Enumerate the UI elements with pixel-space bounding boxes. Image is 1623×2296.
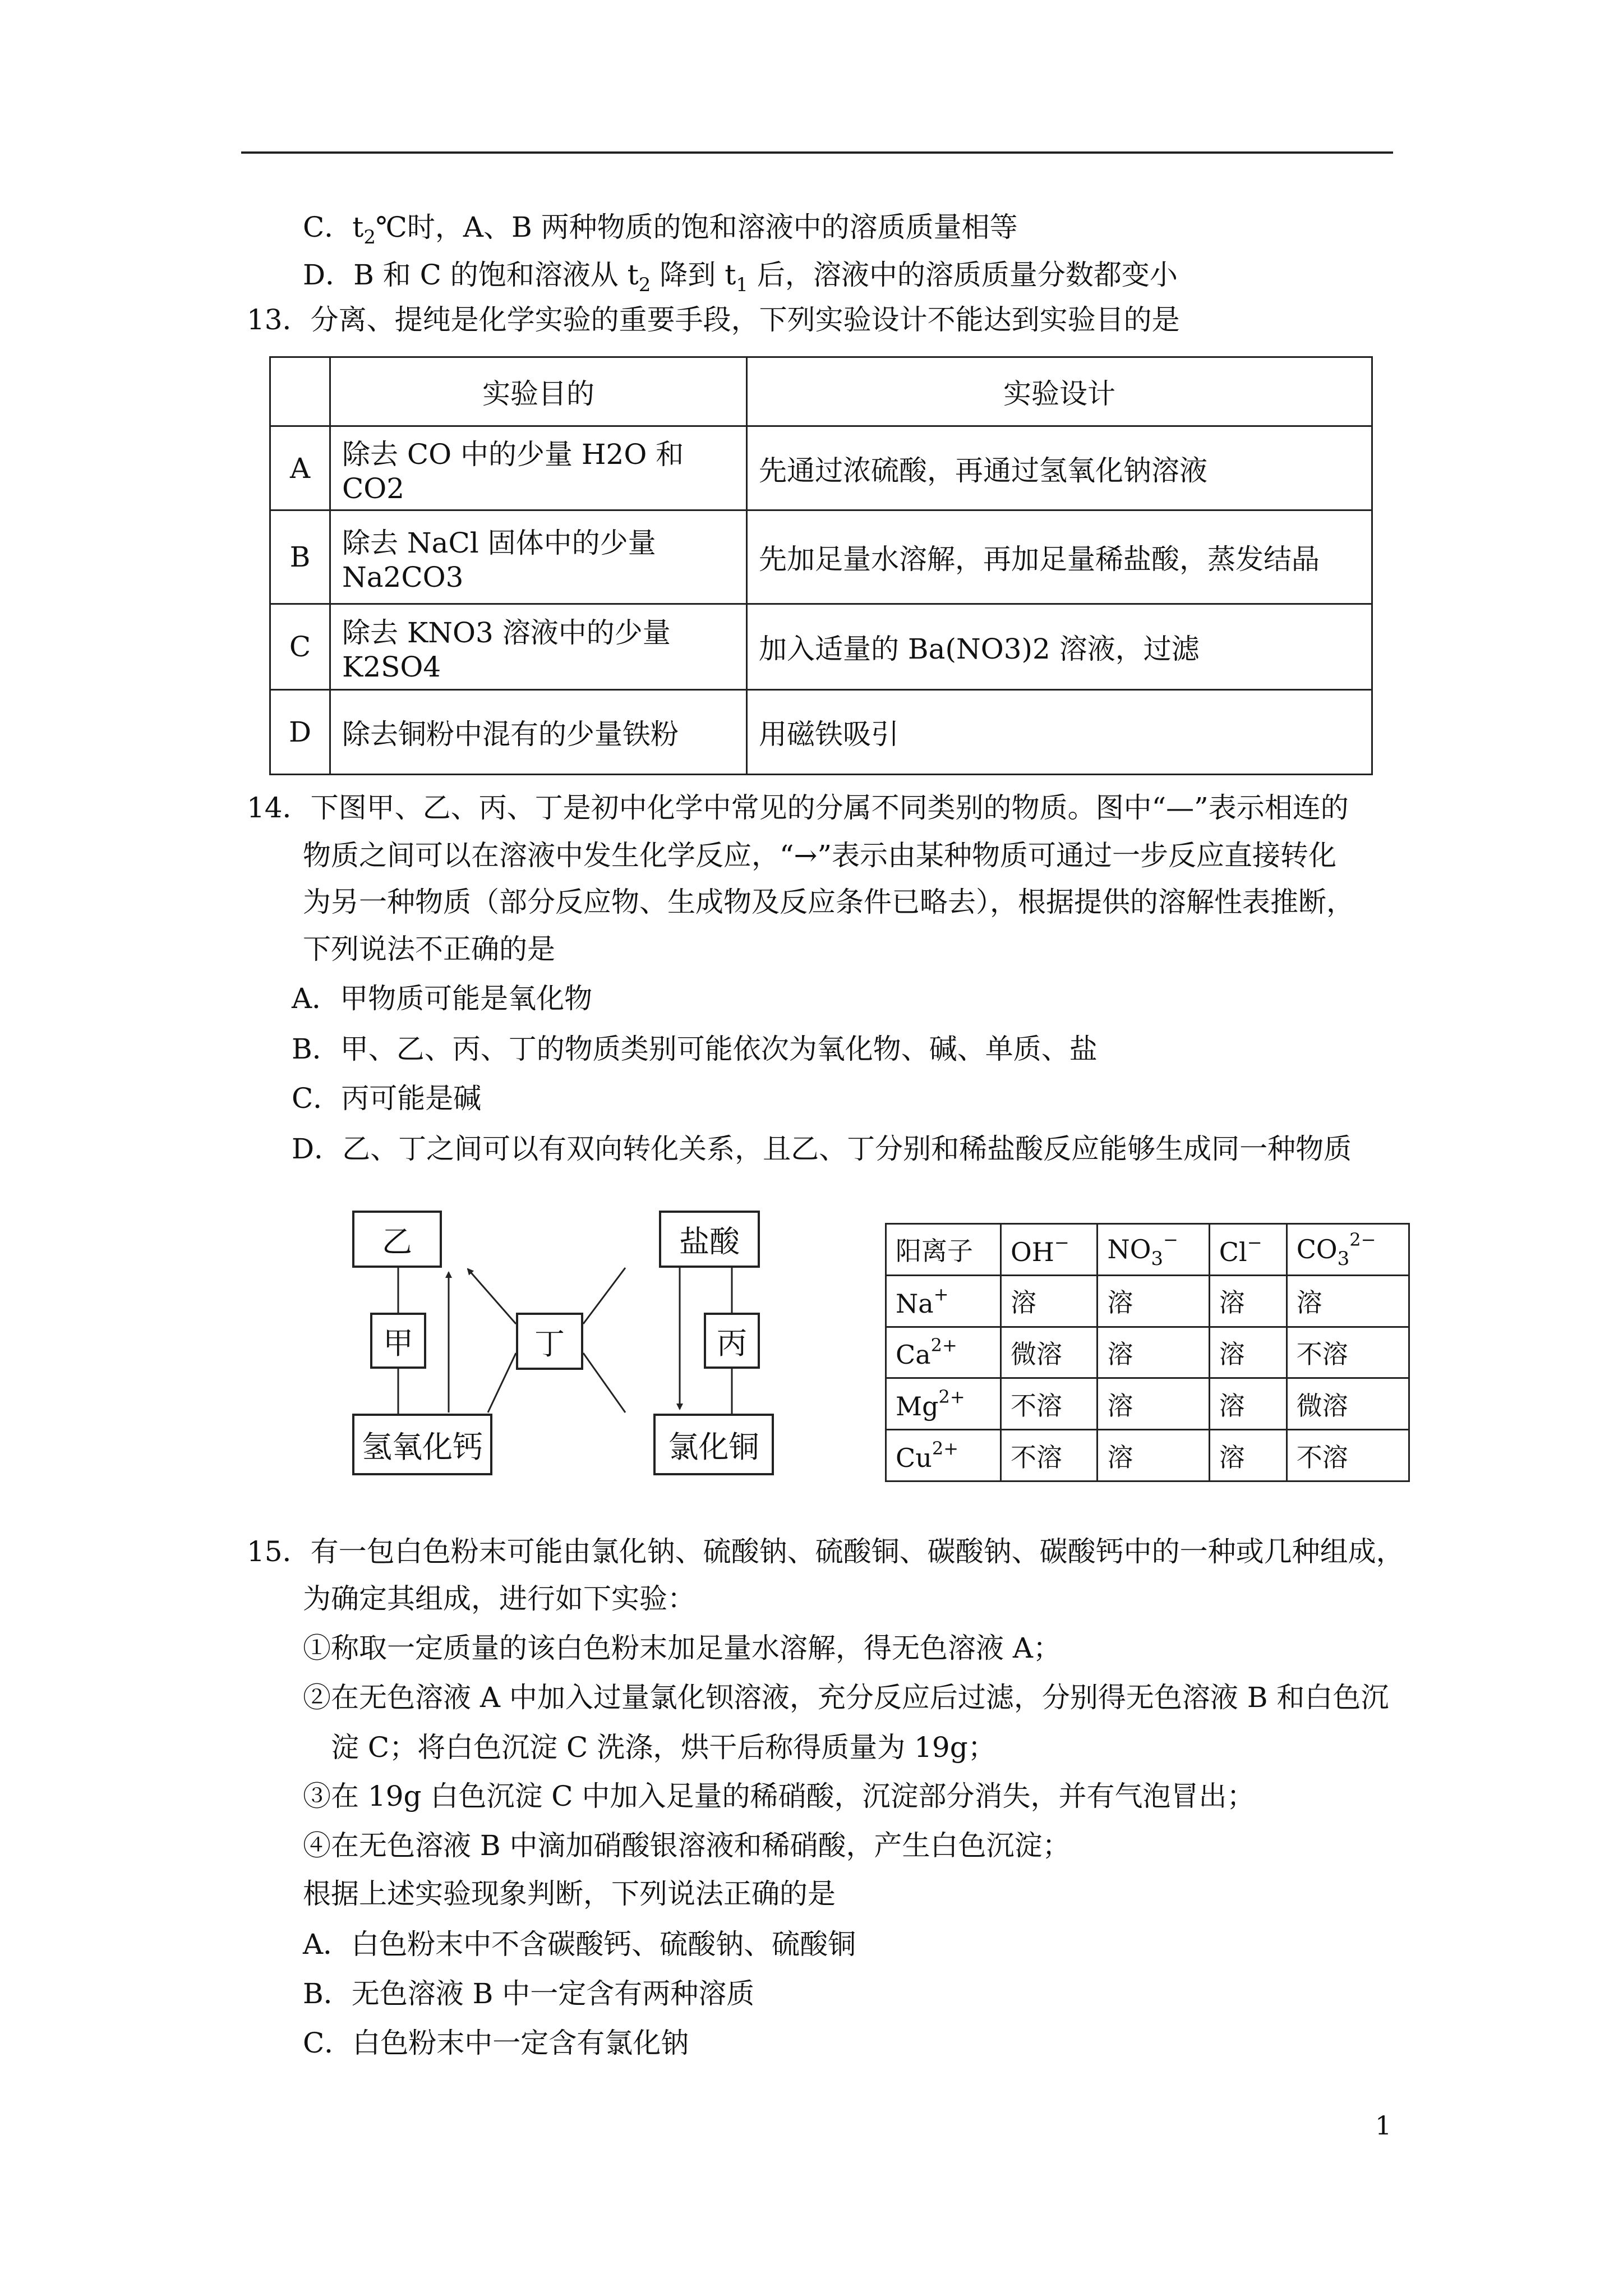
- q15-stem-line-2: 为确定其组成，进行如下实验：: [303, 1582, 695, 1615]
- q15-step-3: ③在 19g 白色沉淀 C 中加入足量的稀硝酸，沉淀部分消失，并有气泡冒出；: [303, 1780, 1255, 1812]
- table-cell: 不溶: [1287, 1327, 1409, 1378]
- table-header-cell: Cl−: [1209, 1224, 1287, 1276]
- table-cell: 溶: [1209, 1430, 1287, 1481]
- q13-stem: 13．分离、提纯是化学实验的重要手段，下列实验设计不能达到实验目的是: [247, 303, 1180, 336]
- table-cell: $Mg^{2+}$: [886, 1378, 1001, 1430]
- node-yi: 乙: [352, 1211, 442, 1268]
- table-header-cell: [270, 357, 330, 426]
- node-jia: 甲: [370, 1313, 426, 1369]
- table-cell: 用磁铁吸引: [747, 690, 1372, 775]
- table-cell: $Cu^{2+}$: [886, 1430, 1001, 1481]
- table-cell: 溶: [1287, 1275, 1409, 1327]
- q14-stem-line-4: 下列说法不正确的是: [303, 933, 555, 965]
- table-cell: 除去 CO 中的少量 H2O 和 CO2: [330, 426, 747, 510]
- node-bing: 丙: [704, 1313, 760, 1369]
- line-ding-copper-chloride: [583, 1353, 625, 1412]
- table-cell: 溶: [1098, 1275, 1209, 1327]
- page-number: 1: [1375, 2110, 1392, 2141]
- table-row: [886, 1327, 1409, 1378]
- table-header-cell: $CO_3^{2-}$: [1287, 1224, 1409, 1276]
- q14-stem-line-1: 14．下图甲、乙、丙、丁是初中化学中常见的分属不同类别的物质。图中“—”表示相连的: [247, 792, 1349, 824]
- table-cell: 溶: [1209, 1378, 1287, 1430]
- q13-table: [269, 356, 1373, 775]
- arrow-ding-to-yi: [468, 1269, 516, 1324]
- table-header-cell: OH−: [1001, 1224, 1098, 1276]
- table-cell: 不溶: [1287, 1430, 1409, 1481]
- q15-option-c: C．白色粉末中一定含有氯化钠: [303, 2027, 689, 2059]
- q14-stem-line-3: 为另一种物质（部分反应物、生成物及反应条件已略去），根据提供的溶解性表推断，: [303, 886, 1354, 918]
- table-cell: 除去 NaCl 固体中的少量 Na2CO3: [330, 510, 747, 604]
- q14-stem-line-2: 物质之间可以在溶液中发生化学反应，“→”表示由某种物质可通过一步反应直接转化: [303, 839, 1337, 872]
- table-cell: 不溶: [1001, 1378, 1098, 1430]
- table-cell: D: [270, 690, 330, 775]
- table-cell: B: [270, 510, 330, 604]
- table-row: [270, 426, 1372, 510]
- q14-option-c: C．丙可能是碱: [292, 1082, 482, 1115]
- reaction-diagram: [348, 1206, 785, 1481]
- q15-step-2-cont: 淀 C；将白色沉淀 C 洗涤，烘干后称得质量为 19g；: [331, 1731, 996, 1764]
- table-row: [886, 1275, 1409, 1327]
- q14-option-b: B．甲、乙、丙、丁的物质类别可能依次为氧化物、碱、单质、盐: [292, 1033, 1098, 1065]
- table-cell: 微溶: [1287, 1378, 1409, 1430]
- node-ding: 丁: [516, 1313, 583, 1370]
- table-cell: 除去铜粉中混有的少量铁粉: [330, 690, 747, 775]
- q15-option-b: B．无色溶液 B 中一定含有两种溶质: [303, 1977, 755, 2010]
- table-cell: 溶: [1098, 1378, 1209, 1430]
- table-row: [886, 1378, 1409, 1430]
- table-cell: 先加足量水溶解，再加足量稀盐酸，蒸发结晶: [747, 510, 1372, 604]
- table-header-row: [270, 357, 1372, 426]
- table-cell: 溶: [1209, 1275, 1287, 1327]
- table-cell: 溶: [1209, 1327, 1287, 1378]
- table-cell: 不溶: [1001, 1430, 1098, 1481]
- table-cell: $Ca^{2+}$: [886, 1327, 1001, 1378]
- table-cell: Na+: [886, 1275, 1001, 1327]
- table-cell: 加入适量的 Ba(NO3)2 溶液，过滤: [747, 604, 1372, 690]
- table-row: [270, 604, 1372, 690]
- table-cell: 溶: [1001, 1275, 1098, 1327]
- q15-step-4: ④在无色溶液 B 中滴加硝酸银溶液和稀硝酸，产生白色沉淀；: [303, 1829, 1071, 1862]
- table-header-cell: 实验目的: [330, 357, 747, 426]
- table-header-cell: 阳离子: [886, 1224, 1001, 1276]
- q15-question: 根据上述实验现象判断，下列说法正确的是: [303, 1878, 836, 1910]
- q15-step-2: ②在无色溶液 A 中加入过量氯化钡溶液，充分反应后过滤，分别得无色溶液 B 和白色沉: [303, 1681, 1389, 1714]
- q15-stem-line-1: 15．有一包白色粉末可能由氯化钠、硫酸钠、硫酸铜、碳酸钠、碳酸钙中的一种或几种组成，: [247, 1535, 1404, 1568]
- node-calcium-hydroxide: 氢氧化钙: [352, 1414, 492, 1475]
- table-row: [270, 510, 1372, 604]
- table-cell: 先通过浓硫酸，再通过氢氧化钠溶液: [747, 426, 1372, 510]
- node-hydrochloric-acid: 盐酸: [659, 1211, 760, 1268]
- table-row: [270, 690, 1372, 775]
- header-rule: [241, 151, 1393, 154]
- table-header-cell: $NO_3^-$: [1098, 1224, 1209, 1276]
- q14-option-d: D．乙、丁之间可以有双向转化关系，且乙、丁分别和稀盐酸反应能够生成同一种物质: [292, 1133, 1352, 1165]
- q12-option-d: D．B 和 C 的饱和溶液从 $t_2$ 降到 $t_1$ 后，溶液中的溶质质量分数都变小: [303, 259, 1178, 296]
- q15-step-1: ①称取一定质量的该白色粉末加足量水溶解，得无色溶液 A；: [303, 1632, 1062, 1664]
- table-cell: 除去 KNO3 溶液中的少量 K2SO4: [330, 604, 747, 690]
- table-cell: 微溶: [1001, 1327, 1098, 1378]
- q14-option-a: A．甲物质可能是氧化物: [292, 982, 593, 1015]
- table-cell: A: [270, 426, 330, 510]
- table-cell: 溶: [1098, 1327, 1209, 1378]
- line-ding-calcium-hydroxide: [488, 1353, 516, 1412]
- table-header-row: [886, 1224, 1409, 1276]
- solubility-table: [885, 1223, 1410, 1482]
- node-copper-chloride: 氯化铜: [653, 1414, 774, 1475]
- q12-option-c: C．$t_2℃$时，A、B 两种物质的饱和溶液中的溶质质量相等: [303, 211, 1018, 249]
- line-ding-hydrochloric-acid: [583, 1268, 625, 1324]
- q15-option-a: A．白色粉末中不含碳酸钙、硫酸钠、硫酸铜: [303, 1928, 856, 1961]
- table-header-cell: 实验设计: [747, 357, 1372, 426]
- table-cell: 溶: [1098, 1430, 1209, 1481]
- table-cell: C: [270, 604, 330, 690]
- table-row: [886, 1430, 1409, 1481]
